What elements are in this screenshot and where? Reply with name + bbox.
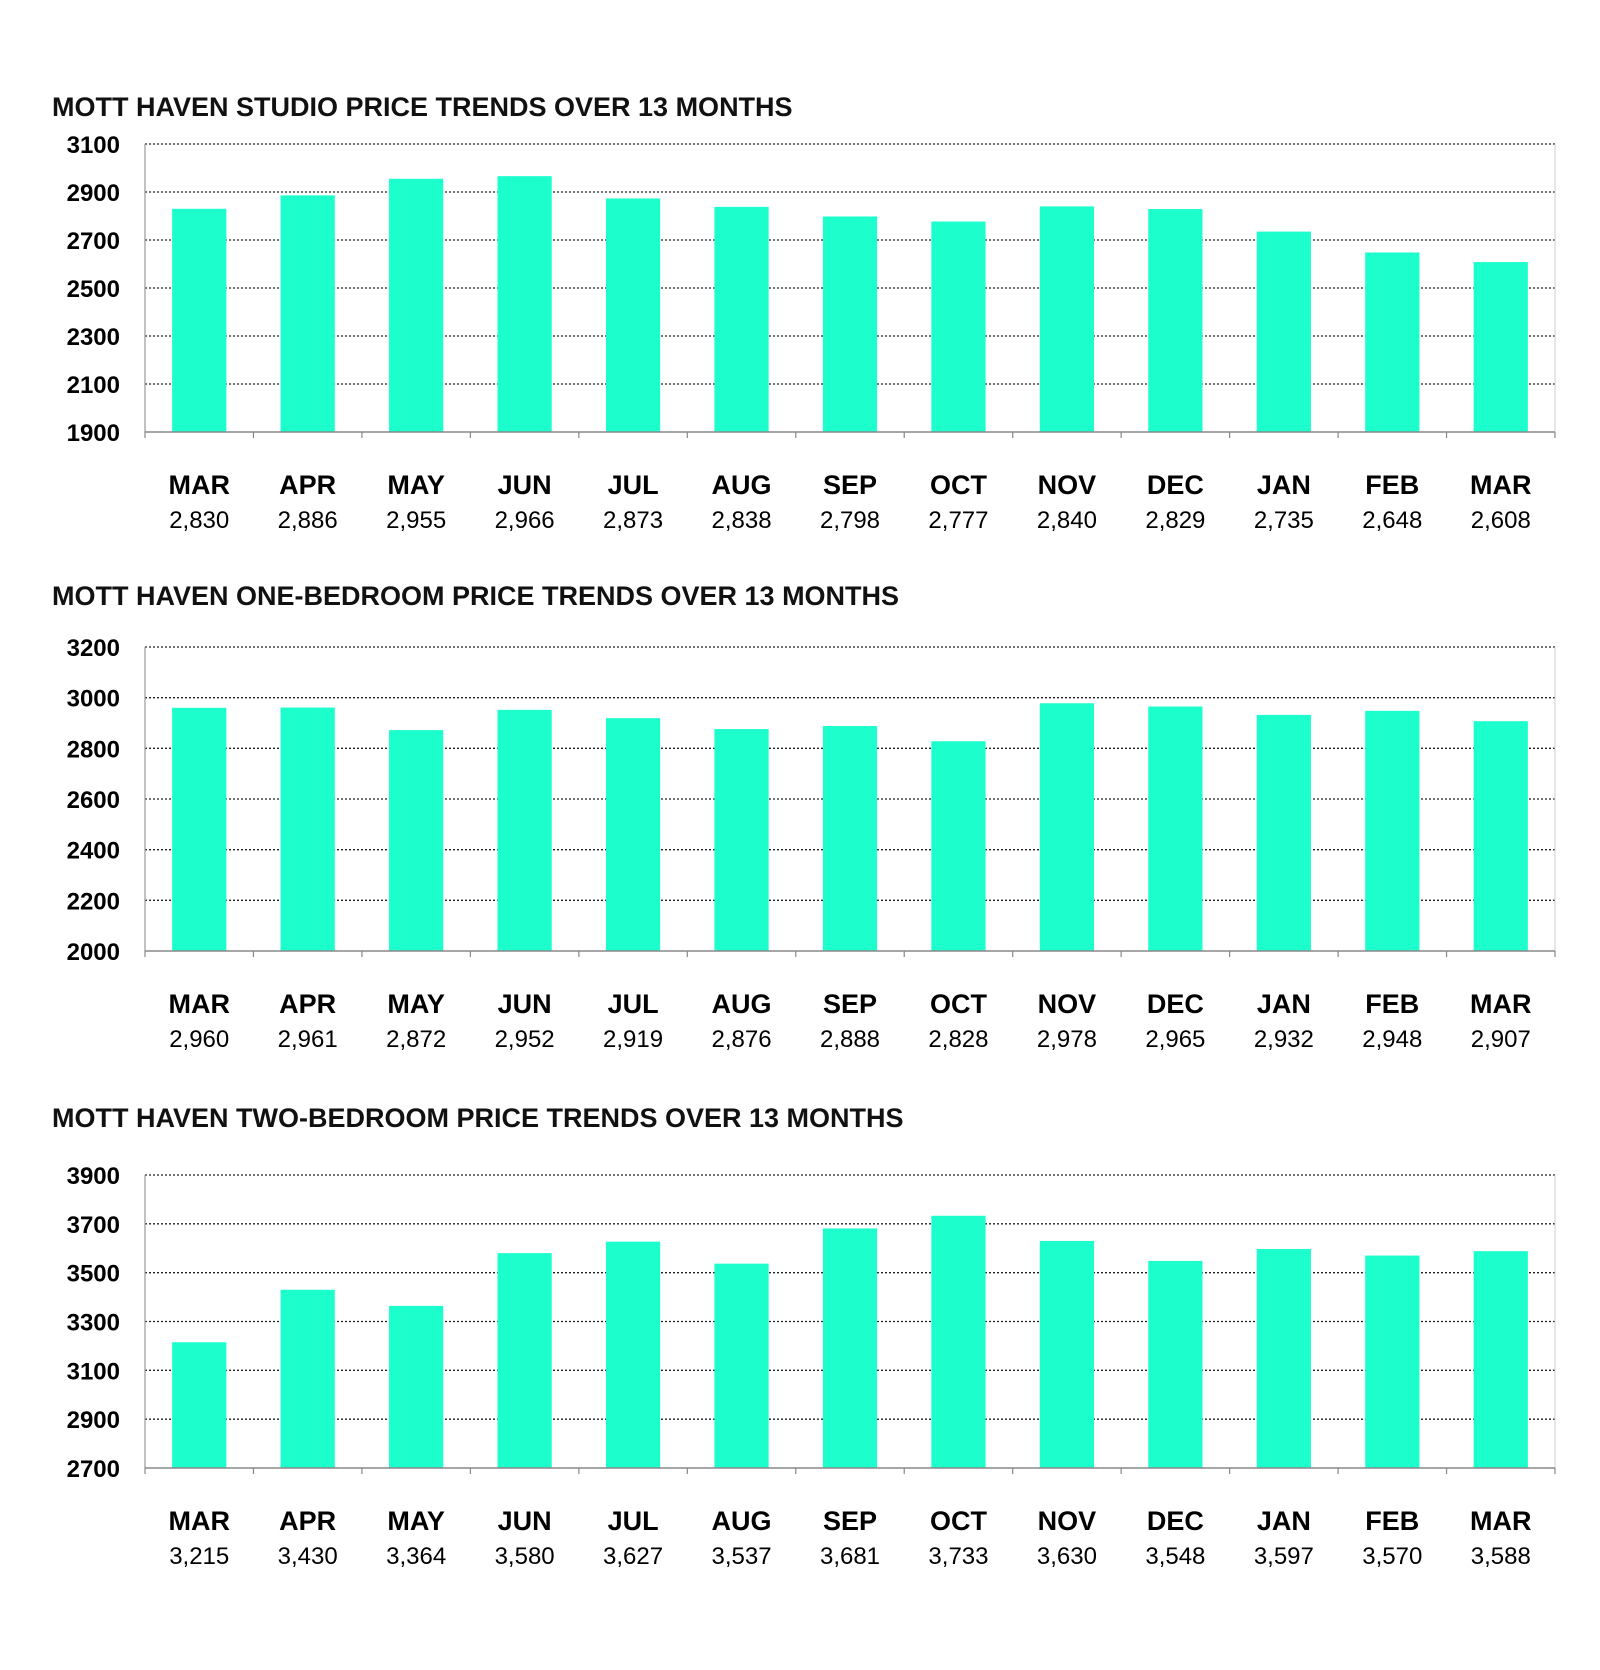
y-tick-label: 2000 (66, 939, 120, 966)
data-label: 3,364 (386, 1543, 447, 1570)
y-tick-label: 3100 (66, 132, 120, 159)
data-label: 3,570 (1362, 1543, 1423, 1570)
data-label: 2,932 (1253, 1026, 1314, 1053)
x-tick-label: SEP (822, 470, 878, 500)
x-tick-label: MAR (1470, 470, 1532, 500)
x-tick-label: OCT (929, 989, 987, 1019)
data-label: 2,735 (1253, 507, 1314, 534)
y-tick-label: 2200 (66, 888, 120, 916)
y-tick-label: 3900 (66, 1163, 120, 1190)
data-label: 3,537 (711, 1543, 772, 1570)
data-label: 3,430 (277, 1543, 338, 1570)
data-label: 2,907 (1470, 1026, 1531, 1053)
y-tick-label: 3500 (66, 1260, 120, 1288)
x-tick-label: JAN (1256, 989, 1311, 1019)
x-tick-label: AUG (711, 1506, 772, 1536)
data-label: 2,919 (603, 1026, 664, 1053)
x-tick-label: FEB (1365, 1506, 1420, 1536)
data-label: 2,965 (1145, 1026, 1206, 1053)
x-tick-label: JUL (607, 989, 659, 1019)
data-label: 2,830 (169, 507, 230, 534)
chart-title: MOTT HAVEN TWO-BEDROOM PRICE TRENDS OVER 13 MONTHS (52, 1103, 904, 1133)
bar (498, 1253, 552, 1468)
x-tick-label: DEC (1146, 989, 1204, 1019)
data-label: 3,681 (819, 1543, 881, 1570)
bar (172, 1342, 226, 1468)
x-tick-label: NOV (1037, 989, 1097, 1019)
x-tick-label: MAR (168, 1506, 230, 1536)
x-tick-label: MAR (1470, 989, 1532, 1019)
x-tick-label: SEP (822, 989, 878, 1019)
chart-title: MOTT HAVEN STUDIO PRICE TRENDS OVER 13 MONTHS (52, 92, 793, 122)
data-label: 3,588 (1470, 1543, 1531, 1570)
y-tick-label: 2700 (66, 1456, 120, 1483)
data-label: 3,630 (1036, 1543, 1097, 1570)
data-label: 2,777 (928, 507, 989, 534)
data-label: 2,873 (603, 507, 664, 534)
y-tick-label: 3300 (66, 1309, 120, 1337)
data-label: 2,960 (169, 1026, 230, 1053)
x-tick-label: MAR (168, 470, 230, 500)
x-tick-label: NOV (1037, 1506, 1097, 1536)
x-tick-label: APR (279, 989, 337, 1019)
x-tick-label: FEB (1365, 470, 1420, 500)
x-tick-label: SEP (822, 1506, 878, 1536)
bar (389, 1306, 443, 1468)
y-tick-label: 1900 (66, 420, 120, 447)
data-label: 2,948 (1362, 1026, 1423, 1053)
x-tick-label: AUG (711, 470, 772, 500)
bar (823, 1228, 877, 1468)
bar (281, 1290, 335, 1468)
y-tick-label: 2600 (66, 787, 120, 814)
data-label: 3,548 (1145, 1543, 1206, 1570)
bar (1365, 1256, 1419, 1468)
x-tick-label: JAN (1256, 470, 1311, 500)
data-label: 2,876 (711, 1026, 772, 1053)
x-tick-label: APR (279, 470, 337, 500)
data-label: 2,798 (819, 507, 881, 534)
y-tick-label: 2900 (66, 180, 120, 207)
data-label: 3,733 (928, 1543, 989, 1570)
data-label: 2,955 (386, 507, 447, 534)
x-tick-label: JUN (497, 989, 552, 1019)
y-tick-label: 3100 (66, 1358, 120, 1386)
data-label: 2,838 (711, 507, 772, 534)
y-tick-label: 3200 (66, 635, 120, 662)
data-label: 2,608 (1470, 507, 1531, 534)
data-label: 2,952 (494, 1026, 555, 1053)
data-label: 2,828 (928, 1026, 989, 1053)
x-tick-label: JAN (1256, 1506, 1311, 1536)
x-tick-label: MAY (387, 1506, 445, 1536)
bar (1040, 1241, 1094, 1468)
x-tick-label: NOV (1037, 470, 1097, 500)
y-tick-label: 2300 (66, 324, 120, 351)
data-label: 2,829 (1145, 507, 1206, 534)
x-tick-label: OCT (929, 1506, 987, 1536)
chart-title: MOTT HAVEN ONE-BEDROOM PRICE TRENDS OVER 13 MONTHS (52, 581, 900, 611)
y-tick-label: 2500 (66, 276, 120, 303)
y-tick-label: 2100 (66, 372, 120, 399)
data-label: 3,580 (494, 1543, 555, 1570)
data-label: 2,888 (819, 1026, 881, 1053)
data-label: 2,978 (1036, 1026, 1097, 1053)
data-label: 2,840 (1036, 507, 1097, 534)
x-tick-label: JUN (497, 1506, 552, 1536)
y-tick-label: 2800 (66, 736, 120, 764)
data-label: 3,215 (169, 1543, 230, 1570)
bar (1474, 1251, 1528, 1468)
x-tick-label: DEC (1146, 470, 1204, 500)
bar (714, 1264, 768, 1468)
x-tick-label: DEC (1146, 1506, 1204, 1536)
data-label: 2,648 (1362, 507, 1423, 534)
x-tick-label: AUG (711, 989, 772, 1019)
x-tick-label: MAR (1470, 1506, 1532, 1536)
x-tick-label: JUL (607, 470, 659, 500)
data-label: 3,627 (603, 1543, 664, 1570)
data-label: 2,872 (386, 1026, 447, 1053)
x-tick-label: APR (279, 1506, 337, 1536)
data-label: 2,966 (494, 507, 555, 534)
bar (606, 1242, 660, 1468)
y-tick-label: 3000 (66, 685, 120, 713)
y-tick-label: 2700 (66, 228, 120, 255)
x-tick-label: MAY (387, 470, 445, 500)
x-tick-label: JUN (497, 470, 552, 500)
x-tick-label: OCT (929, 470, 987, 500)
y-tick-label: 2900 (66, 1407, 120, 1435)
y-tick-label: 2400 (66, 837, 120, 865)
data-label: 2,961 (277, 1026, 338, 1053)
y-tick-label: 3700 (66, 1211, 120, 1239)
data-label: 3,597 (1253, 1543, 1314, 1570)
bar (931, 1216, 985, 1468)
bar (1148, 1261, 1202, 1468)
x-tick-label: FEB (1365, 989, 1420, 1019)
data-label: 2,886 (277, 507, 338, 534)
x-tick-label: MAR (168, 989, 230, 1019)
x-tick-label: JUL (607, 1506, 659, 1536)
bar (1257, 1249, 1311, 1468)
x-tick-label: MAY (387, 989, 445, 1019)
